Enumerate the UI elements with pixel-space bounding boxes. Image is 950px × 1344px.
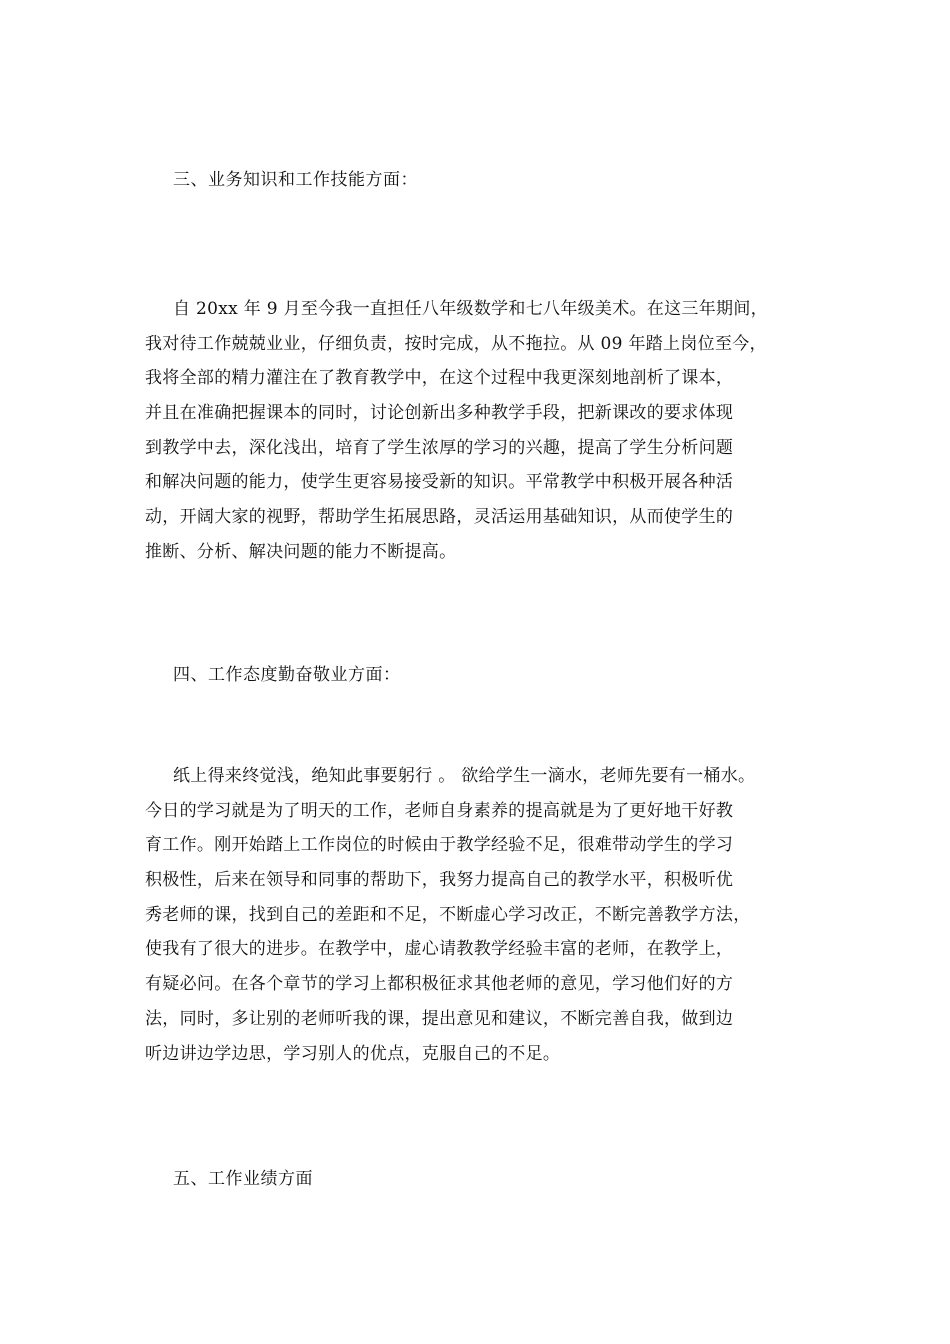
paragraph-line: 使我有了很大的进步。在教学中，虚心请教教学经验丰富的老师，在教学上，: [145, 939, 734, 960]
section-5-heading: 五、工作业绩方面: [173, 1169, 313, 1189]
paragraph-line: 动，开阔大家的视野，帮助学生拓展思路，灵活运用基础知识，从而使学生的: [145, 507, 734, 528]
paragraph-line: 今日的学习就是为了明天的工作，老师自身素养的提高就是为了更好地干好教: [145, 800, 734, 821]
section-4-heading: 四、工作态度勤奋敬业方面：: [173, 665, 401, 685]
section-3-paragraph: [145, 297, 815, 575]
paragraph-line: 秀老师的课，找到自己的差距和不足，不断虚心学习改正，不断完善教学方法，: [145, 904, 751, 925]
paragraph-line: 到教学中去，深化浅出，培育了学生浓厚的学习的兴趣，提高了学生分析问题: [145, 437, 734, 458]
paragraph-line: 积极性，后来在领导和同事的帮助下，我努力提高自己的教学水平，积极听优: [145, 870, 734, 891]
paragraph-line: 并且在准确把握课本的同时，讨论创新出多种教学手段，把新课改的要求体现: [145, 403, 734, 424]
paragraph-line: 育工作。刚开始踏上工作岗位的时候由于教学经验不足，很难带动学生的学习: [145, 835, 734, 856]
paragraph-line: 自 20xx 年 9 月至今我一直担任八年级数学和七八年级美术。在这三年期间，: [173, 299, 768, 319]
paragraph-line: 推断、分析、解决问题的能力不断提高。: [145, 541, 457, 562]
paragraph-line: 有疑必问。在各个章节的学习上都积极征求其他老师的意见，学习他们好的方: [145, 974, 734, 995]
paragraph-line: 法，同时，多让别的老师听我的课，提出意见和建议，不断完善自我，做到边: [145, 1008, 734, 1029]
paragraph-line: 听边讲边学边思，学习别人的优点，克服自己的不足。: [145, 1043, 561, 1064]
section-4-paragraph: [145, 764, 815, 1076]
paragraph-line: 纸上得来终觉浅，绝知此事要躬行 。 欲给学生一滴水，老师先要有一桶水。: [173, 766, 756, 786]
paragraph-line: 我对待工作兢兢业业，仔细负责，按时完成，从不拖拉。从 09 年踏上岗位至今，: [145, 333, 767, 354]
paragraph-line: 和解决问题的能力，使学生更容易接受新的知识。平常教学中积极开展各种活: [145, 472, 734, 493]
section-3-heading: 三、业务知识和工作技能方面：: [173, 170, 418, 190]
paragraph-line: 我将全部的精力灌注在了教育教学中，在这个过程中我更深刻地剖析了课本，: [145, 368, 734, 389]
